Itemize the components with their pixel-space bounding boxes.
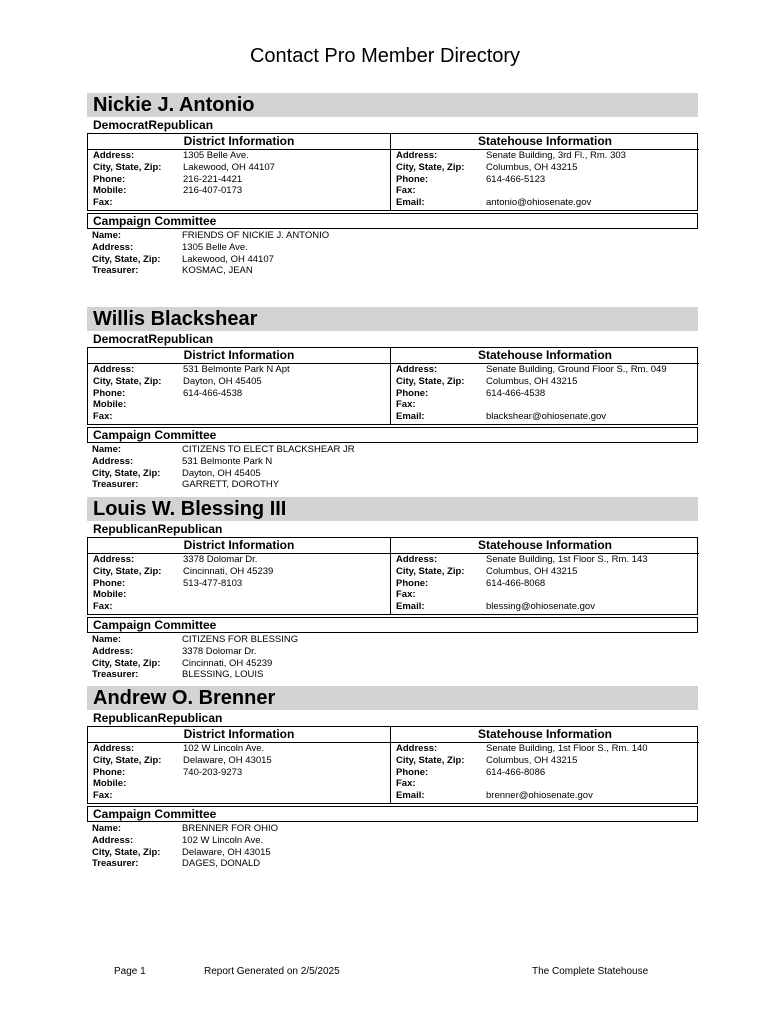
campaign-city-row bbox=[87, 847, 698, 859]
statehouse-phone-label: Phone: bbox=[396, 577, 429, 589]
campaign-header: Campaign Committee bbox=[87, 617, 698, 633]
district-address-row bbox=[88, 743, 390, 755]
member-party: DemocratRepublican bbox=[93, 118, 214, 132]
campaign-info bbox=[87, 444, 698, 491]
statehouse-email-label: Email: bbox=[396, 411, 425, 423]
statehouse-address-label: Address: bbox=[396, 150, 438, 161]
statehouse-city-row bbox=[391, 162, 699, 174]
statehouse-email-value: antonio@ohiosenate.gov bbox=[486, 197, 592, 209]
statehouse-phone-label: Phone: bbox=[396, 766, 429, 778]
campaign-city-row bbox=[87, 254, 698, 266]
district-info bbox=[88, 727, 391, 803]
campaign-info bbox=[87, 230, 698, 277]
statehouse-email-row bbox=[391, 790, 699, 802]
district-mobile-value: 216-407-0173 bbox=[183, 185, 243, 197]
district-address-value: 1305 Belle Ave. bbox=[183, 150, 249, 161]
district-address-value: 3378 Dolomar Dr. bbox=[183, 554, 258, 565]
member-name: Louis W. Blessing III bbox=[87, 497, 698, 521]
district-city-label: City, State, Zip: bbox=[93, 754, 162, 766]
district-address-label: Address: bbox=[93, 150, 135, 161]
district-header: District Information bbox=[88, 727, 390, 743]
statehouse-phone-row bbox=[391, 578, 699, 590]
district-city-value: Delaware, OH 43015 bbox=[183, 754, 272, 766]
district-phone-label: Phone: bbox=[93, 577, 126, 589]
campaign-treasurer-label: Treasurer: bbox=[92, 265, 139, 277]
campaign-address-value: 531 Belmonte Park N bbox=[182, 455, 273, 467]
campaign-address-row bbox=[87, 835, 698, 847]
statehouse-address-label: Address: bbox=[396, 554, 438, 565]
campaign-name-value: BRENNER FOR OHIO bbox=[182, 823, 279, 834]
statehouse-email-row bbox=[391, 197, 699, 209]
district-phone-value: 216-221-4421 bbox=[183, 173, 243, 185]
campaign-treasurer-value: BLESSING, LOUIS bbox=[182, 669, 264, 681]
district-info bbox=[88, 538, 391, 614]
page-title: Contact Pro Member Directory bbox=[249, 45, 521, 67]
district-fax-label: Fax: bbox=[93, 197, 113, 209]
statehouse-phone-label: Phone: bbox=[396, 387, 429, 399]
statehouse-info bbox=[391, 348, 699, 424]
district-phone-label: Phone: bbox=[93, 173, 126, 185]
statehouse-fax-row bbox=[391, 399, 699, 411]
district-address-row bbox=[88, 150, 390, 162]
campaign-city-label: City, State, Zip: bbox=[92, 657, 161, 669]
statehouse-city-label: City, State, Zip: bbox=[396, 161, 465, 173]
district-fax-row bbox=[88, 790, 390, 802]
district-fax-label: Fax: bbox=[93, 601, 113, 613]
member-party: RepublicanRepublican bbox=[93, 711, 223, 725]
statehouse-address-label: Address: bbox=[396, 364, 438, 375]
district-mobile-label: Mobile: bbox=[93, 399, 127, 411]
statehouse-phone-value: 614-466-8068 bbox=[486, 577, 546, 589]
campaign-city-value: Delaware, OH 43015 bbox=[182, 846, 271, 858]
statehouse-phone-row bbox=[391, 174, 699, 186]
campaign-address-label: Address: bbox=[92, 241, 134, 253]
campaign-treasurer-row bbox=[87, 858, 698, 870]
district-phone-value: 614-466-4538 bbox=[183, 387, 243, 399]
district-city-label: City, State, Zip: bbox=[93, 565, 162, 577]
statehouse-city-label: City, State, Zip: bbox=[396, 375, 465, 387]
footer-generated-date: Report Generated on 2/5/2025 bbox=[204, 966, 340, 977]
member-name: Nickie J. Antonio bbox=[87, 93, 698, 117]
district-city-value: Dayton, OH 45405 bbox=[183, 375, 262, 387]
district-fax-label: Fax: bbox=[93, 790, 113, 802]
campaign-name-label: Name: bbox=[92, 230, 122, 241]
statehouse-header: Statehouse Information bbox=[391, 348, 699, 364]
statehouse-address-label: Address: bbox=[396, 743, 438, 754]
campaign-info bbox=[87, 823, 698, 870]
district-city-value: Cincinnati, OH 45239 bbox=[183, 565, 274, 577]
district-fax-row bbox=[88, 411, 390, 423]
statehouse-email-value: blessing@ohiosenate.gov bbox=[486, 601, 595, 613]
member-entry bbox=[87, 686, 698, 870]
campaign-name-row bbox=[87, 634, 698, 646]
statehouse-city-value: Columbus, OH 43215 bbox=[486, 375, 578, 387]
district-mobile-row bbox=[88, 399, 390, 411]
campaign-address-value: 3378 Dolomar Dr. bbox=[182, 645, 257, 657]
statehouse-city-value: Columbus, OH 43215 bbox=[486, 754, 578, 766]
district-city-label: City, State, Zip: bbox=[93, 375, 162, 387]
member-entry bbox=[87, 93, 698, 277]
campaign-treasurer-label: Treasurer: bbox=[92, 479, 139, 491]
statehouse-fax-label: Fax: bbox=[396, 589, 416, 601]
statehouse-fax-label: Fax: bbox=[396, 778, 416, 790]
campaign-city-label: City, State, Zip: bbox=[92, 846, 161, 858]
district-address-label: Address: bbox=[93, 554, 135, 565]
campaign-address-row bbox=[87, 456, 698, 468]
statehouse-fax-row bbox=[391, 778, 699, 790]
campaign-address-label: Address: bbox=[92, 645, 134, 657]
campaign-treasurer-row bbox=[87, 669, 698, 681]
campaign-name-row bbox=[87, 823, 698, 835]
district-phone-row bbox=[88, 388, 390, 400]
statehouse-fax-row bbox=[391, 185, 699, 197]
campaign-treasurer-value: DAGES, DONALD bbox=[182, 858, 261, 870]
campaign-treasurer-value: GARRETT, DOROTHY bbox=[182, 479, 280, 491]
statehouse-address-row bbox=[391, 364, 699, 376]
campaign-treasurer-value: KOSMAC, JEAN bbox=[182, 265, 253, 277]
district-address-value: 102 W Lincoln Ave. bbox=[183, 743, 265, 754]
district-phone-value: 513-477-8103 bbox=[183, 577, 243, 589]
district-city-row bbox=[88, 755, 390, 767]
statehouse-city-value: Columbus, OH 43215 bbox=[486, 161, 578, 173]
statehouse-email-label: Email: bbox=[396, 197, 425, 209]
campaign-name-row bbox=[87, 444, 698, 456]
district-fax-row bbox=[88, 197, 390, 209]
statehouse-city-row bbox=[391, 376, 699, 388]
info-table bbox=[87, 347, 698, 425]
district-fax-row bbox=[88, 601, 390, 613]
campaign-name-value: CITIZENS TO ELECT BLACKSHEAR JR bbox=[182, 444, 355, 455]
statehouse-city-value: Columbus, OH 43215 bbox=[486, 565, 578, 577]
statehouse-info bbox=[391, 538, 699, 614]
district-phone-row bbox=[88, 174, 390, 186]
statehouse-address-row bbox=[391, 150, 699, 162]
statehouse-info bbox=[391, 134, 699, 210]
campaign-address-label: Address: bbox=[92, 834, 134, 846]
statehouse-header: Statehouse Information bbox=[391, 134, 699, 150]
campaign-name-value: CITIZENS FOR BLESSING bbox=[182, 634, 299, 645]
campaign-address-row bbox=[87, 646, 698, 658]
campaign-city-label: City, State, Zip: bbox=[92, 467, 161, 479]
footer-company: The Complete Statehouse bbox=[532, 966, 649, 977]
member-name: Willis Blackshear bbox=[87, 307, 698, 331]
campaign-city-row bbox=[87, 658, 698, 670]
campaign-city-value: Dayton, OH 45405 bbox=[182, 467, 261, 479]
district-phone-label: Phone: bbox=[93, 766, 126, 778]
info-table bbox=[87, 133, 698, 211]
campaign-info bbox=[87, 634, 698, 681]
statehouse-city-row bbox=[391, 755, 699, 767]
statehouse-info bbox=[391, 727, 699, 803]
statehouse-phone-value: 614-466-4538 bbox=[486, 387, 546, 399]
statehouse-city-row bbox=[391, 566, 699, 578]
statehouse-address-row bbox=[391, 743, 699, 755]
statehouse-address-row bbox=[391, 554, 699, 566]
district-header: District Information bbox=[88, 348, 390, 364]
member-party: RepublicanRepublican bbox=[93, 522, 223, 536]
statehouse-fax-row bbox=[391, 589, 699, 601]
district-address-value: 531 Belmonte Park N Apt bbox=[183, 364, 290, 375]
district-address-label: Address: bbox=[93, 743, 135, 754]
campaign-address-value: 102 W Lincoln Ave. bbox=[182, 834, 264, 846]
statehouse-email-row bbox=[391, 411, 699, 423]
statehouse-email-row bbox=[391, 601, 699, 613]
statehouse-phone-row bbox=[391, 767, 699, 779]
statehouse-email-value: blackshear@ohiosenate.gov bbox=[486, 411, 607, 423]
district-phone-label: Phone: bbox=[93, 387, 126, 399]
district-header: District Information bbox=[88, 134, 390, 150]
statehouse-fax-label: Fax: bbox=[396, 185, 416, 197]
footer-page-number: Page 1 bbox=[114, 966, 146, 977]
statehouse-header: Statehouse Information bbox=[391, 727, 699, 743]
campaign-city-value: Lakewood, OH 44107 bbox=[182, 253, 274, 265]
district-city-row bbox=[88, 162, 390, 174]
district-header: District Information bbox=[88, 538, 390, 554]
statehouse-phone-label: Phone: bbox=[396, 173, 429, 185]
district-info bbox=[88, 134, 391, 210]
district-mobile-row bbox=[88, 185, 390, 197]
district-address-label: Address: bbox=[93, 364, 135, 375]
statehouse-phone-value: 614-466-5123 bbox=[486, 173, 546, 185]
statehouse-phone-row bbox=[391, 388, 699, 400]
campaign-treasurer-label: Treasurer: bbox=[92, 669, 139, 681]
district-phone-row bbox=[88, 578, 390, 590]
statehouse-city-label: City, State, Zip: bbox=[396, 565, 465, 577]
statehouse-email-label: Email: bbox=[396, 790, 425, 802]
district-mobile-label: Mobile: bbox=[93, 589, 127, 601]
campaign-header: Campaign Committee bbox=[87, 806, 698, 822]
statehouse-address-value: Senate Building, 1st Floor S., Rm. 143 bbox=[486, 554, 648, 565]
campaign-address-row bbox=[87, 242, 698, 254]
district-info bbox=[88, 348, 391, 424]
campaign-name-label: Name: bbox=[92, 634, 122, 645]
statehouse-email-label: Email: bbox=[396, 601, 425, 613]
statehouse-phone-value: 614-466-8086 bbox=[486, 766, 546, 778]
campaign-header: Campaign Committee bbox=[87, 213, 698, 229]
info-table bbox=[87, 726, 698, 804]
district-mobile-label: Mobile: bbox=[93, 185, 127, 197]
statehouse-city-label: City, State, Zip: bbox=[396, 754, 465, 766]
statehouse-header: Statehouse Information bbox=[391, 538, 699, 554]
campaign-treasurer-row bbox=[87, 479, 698, 491]
campaign-treasurer-row bbox=[87, 265, 698, 277]
campaign-name-value: FRIENDS OF NICKIE J. ANTONIO bbox=[182, 230, 330, 241]
district-city-label: City, State, Zip: bbox=[93, 161, 162, 173]
district-address-row bbox=[88, 364, 390, 376]
district-phone-value: 740-203-9273 bbox=[183, 766, 243, 778]
campaign-header: Campaign Committee bbox=[87, 427, 698, 443]
member-name: Andrew O. Brenner bbox=[87, 686, 698, 710]
info-table bbox=[87, 537, 698, 615]
campaign-treasurer-label: Treasurer: bbox=[92, 858, 139, 870]
campaign-name-label: Name: bbox=[92, 444, 122, 455]
statehouse-fax-label: Fax: bbox=[396, 399, 416, 411]
district-fax-label: Fax: bbox=[93, 411, 113, 423]
campaign-address-value: 1305 Belle Ave. bbox=[182, 241, 248, 253]
campaign-name-row bbox=[87, 230, 698, 242]
district-city-row bbox=[88, 566, 390, 578]
statehouse-address-value: Senate Building, 3rd Fl., Rm. 303 bbox=[486, 150, 626, 161]
district-mobile-row bbox=[88, 589, 390, 601]
member-entry bbox=[87, 497, 698, 681]
statehouse-address-value: Senate Building, Ground Floor S., Rm. 049 bbox=[486, 364, 667, 375]
campaign-address-label: Address: bbox=[92, 455, 134, 467]
statehouse-address-value: Senate Building, 1st Floor S., Rm. 140 bbox=[486, 743, 648, 754]
campaign-name-label: Name: bbox=[92, 823, 122, 834]
district-city-value: Lakewood, OH 44107 bbox=[183, 161, 275, 173]
member-party: DemocratRepublican bbox=[93, 332, 214, 346]
member-entry bbox=[87, 307, 698, 491]
campaign-city-row bbox=[87, 468, 698, 480]
campaign-city-label: City, State, Zip: bbox=[92, 253, 161, 265]
campaign-city-value: Cincinnati, OH 45239 bbox=[182, 657, 273, 669]
district-mobile-label: Mobile: bbox=[93, 778, 127, 790]
district-phone-row bbox=[88, 767, 390, 779]
district-city-row bbox=[88, 376, 390, 388]
district-mobile-row bbox=[88, 778, 390, 790]
district-address-row bbox=[88, 554, 390, 566]
statehouse-email-value: brenner@ohiosenate.gov bbox=[486, 790, 593, 802]
